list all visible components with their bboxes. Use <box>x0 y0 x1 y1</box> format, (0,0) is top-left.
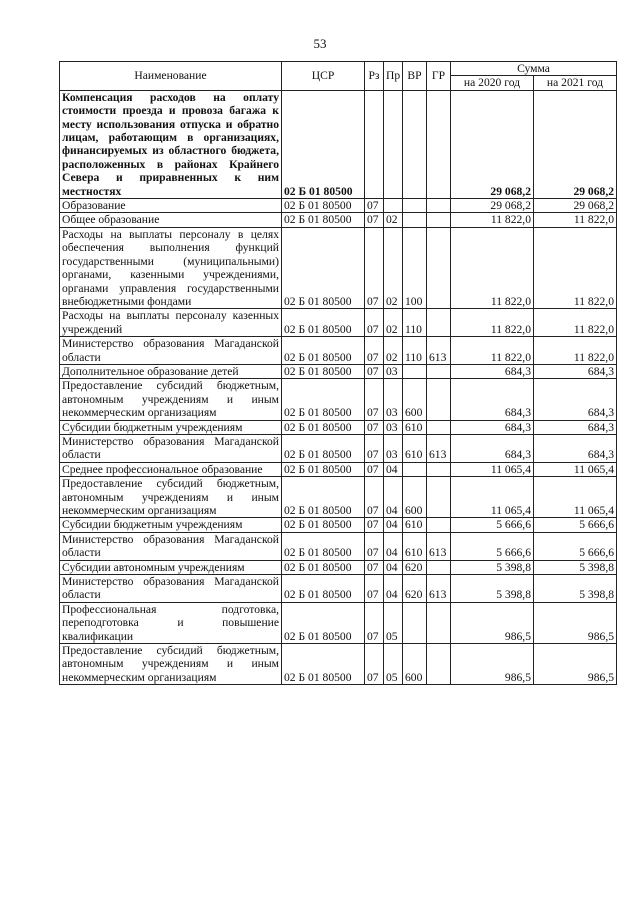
row-vr: 600 <box>403 477 427 518</box>
row-sum-2020: 5 666,6 <box>451 518 534 532</box>
row-sum-2021: 29 068,2 <box>534 199 617 213</box>
row-csr: 02 Б 01 80500 <box>282 379 365 420</box>
table-row <box>60 420 617 434</box>
row-name: Дополнительное образование детей <box>60 364 282 378</box>
table-row <box>60 227 617 308</box>
row-rz: 07 <box>365 227 384 308</box>
row-vr: 610 <box>403 518 427 532</box>
row-name: Министерство образования Магаданской области <box>60 337 282 365</box>
row-csr: 02 Б 01 80500 <box>282 309 365 337</box>
row-gr: 613 <box>427 337 451 365</box>
row-vr: 610 <box>403 532 427 560</box>
row-vr <box>403 364 427 378</box>
row-gr <box>427 644 451 685</box>
row-gr <box>427 379 451 420</box>
header-row-top <box>60 62 617 76</box>
row-rz: 07 <box>365 379 384 420</box>
row-rz: 07 <box>365 644 384 685</box>
row-csr: 02 Б 01 80500 <box>282 477 365 518</box>
row-name: Предоставление субсидий бюджетным, автономным учреждениям и иным некоммерческим организациям <box>60 477 282 518</box>
table-row <box>60 379 617 420</box>
row-rz: 07 <box>365 575 384 603</box>
row-sum-2020: 29 068,2 <box>451 199 534 213</box>
table-body <box>60 90 617 684</box>
table-row <box>60 364 617 378</box>
row-gr <box>427 364 451 378</box>
row-gr <box>427 90 451 198</box>
row-csr: 02 Б 01 80500 <box>282 560 365 574</box>
row-sum-2021: 684,3 <box>534 364 617 378</box>
row-rz: 07 <box>365 337 384 365</box>
table-row <box>60 518 617 532</box>
header-gr: ГР <box>427 62 451 91</box>
header-year-2020: на 2020 год <box>451 76 534 90</box>
row-name: Компенсация расходов на оплату стоимости проезда и провоза багажа к месту использования отпуска и обратно лицам, работающим в организациях, финансируемых из областного бюджета, расположенных в районах Крайнего Севера и приравненных к ним местностях <box>60 90 282 198</box>
row-vr <box>403 462 427 476</box>
row-rz: 07 <box>365 532 384 560</box>
row-sum-2020: 986,5 <box>451 602 534 643</box>
row-sum-2020: 5 398,8 <box>451 575 534 603</box>
row-sum-2020: 11 065,4 <box>451 462 534 476</box>
row-sum-2020: 684,3 <box>451 434 534 462</box>
row-sum-2020: 11 822,0 <box>451 227 534 308</box>
row-gr <box>427 420 451 434</box>
row-csr: 02 Б 01 80500 <box>282 364 365 378</box>
table-row <box>60 602 617 643</box>
row-csr: 02 Б 01 80500 <box>282 462 365 476</box>
row-csr: 02 Б 01 80500 <box>282 337 365 365</box>
row-sum-2021: 684,3 <box>534 434 617 462</box>
row-pr: 04 <box>384 560 403 574</box>
row-name: Субсидии бюджетным учреждениям <box>60 420 282 434</box>
row-pr <box>384 199 403 213</box>
row-gr <box>427 560 451 574</box>
row-vr <box>403 199 427 213</box>
row-vr: 100 <box>403 227 427 308</box>
row-pr: 03 <box>384 379 403 420</box>
row-sum-2020: 11 822,0 <box>451 337 534 365</box>
table-row <box>60 560 617 574</box>
header-pr: Пр <box>384 62 403 91</box>
row-name: Образование <box>60 199 282 213</box>
row-sum-2021: 11 065,4 <box>534 477 617 518</box>
header-vr: ВР <box>403 62 427 91</box>
row-sum-2021: 684,3 <box>534 379 617 420</box>
header-rz: Рз <box>365 62 384 91</box>
row-pr: 04 <box>384 518 403 532</box>
row-vr <box>403 213 427 227</box>
header-year-2021: на 2021 год <box>534 76 617 90</box>
row-vr: 610 <box>403 434 427 462</box>
row-sum-2021: 986,5 <box>534 644 617 685</box>
row-gr: 613 <box>427 434 451 462</box>
row-rz: 07 <box>365 560 384 574</box>
row-sum-2020: 684,3 <box>451 364 534 378</box>
row-vr: 620 <box>403 575 427 603</box>
header-sum: Сумма <box>451 62 617 76</box>
row-sum-2021: 11 822,0 <box>534 309 617 337</box>
row-csr: 02 Б 01 80500 <box>282 420 365 434</box>
row-sum-2020: 5 666,6 <box>451 532 534 560</box>
row-pr: 04 <box>384 477 403 518</box>
row-gr <box>427 477 451 518</box>
row-vr: 600 <box>403 379 427 420</box>
row-sum-2020: 29 068,2 <box>451 90 534 198</box>
row-sum-2021: 986,5 <box>534 602 617 643</box>
row-csr: 02 Б 01 80500 <box>282 602 365 643</box>
table-row <box>60 309 617 337</box>
row-pr: 03 <box>384 434 403 462</box>
row-rz: 07 <box>365 602 384 643</box>
row-sum-2021: 5 398,8 <box>534 575 617 603</box>
row-pr: 04 <box>384 575 403 603</box>
table-row <box>60 90 617 198</box>
row-gr <box>427 462 451 476</box>
row-gr <box>427 602 451 643</box>
row-sum-2021: 29 068,2 <box>534 90 617 198</box>
row-vr <box>403 90 427 198</box>
row-name: Субсидии автономным учреждениям <box>60 560 282 574</box>
row-vr <box>403 602 427 643</box>
row-sum-2021: 5 666,6 <box>534 518 617 532</box>
row-csr: 02 Б 01 80500 <box>282 532 365 560</box>
row-name: Предоставление субсидий бюджетным, автономным учреждениям и иным некоммерческим организациям <box>60 644 282 685</box>
row-rz: 07 <box>365 309 384 337</box>
row-gr: 613 <box>427 532 451 560</box>
row-vr: 110 <box>403 309 427 337</box>
row-vr: 620 <box>403 560 427 574</box>
row-pr: 02 <box>384 309 403 337</box>
row-sum-2020: 11 822,0 <box>451 213 534 227</box>
row-sum-2021: 5 398,8 <box>534 560 617 574</box>
page-number: 53 <box>313 36 327 51</box>
row-pr: 03 <box>384 420 403 434</box>
row-name: Министерство образования Магаданской области <box>60 575 282 603</box>
row-name: Профессиональная подготовка, переподготовка и повышение квалификации <box>60 602 282 643</box>
row-pr: 02 <box>384 227 403 308</box>
row-rz: 07 <box>365 462 384 476</box>
row-sum-2020: 5 398,8 <box>451 560 534 574</box>
row-name: Министерство образования Магаданской области <box>60 434 282 462</box>
row-csr: 02 Б 01 80500 <box>282 213 365 227</box>
row-sum-2020: 986,5 <box>451 644 534 685</box>
row-gr <box>427 227 451 308</box>
row-sum-2020: 11 065,4 <box>451 477 534 518</box>
row-rz: 07 <box>365 364 384 378</box>
row-sum-2021: 11 822,0 <box>534 227 617 308</box>
budget-table <box>59 61 617 685</box>
row-name: Общее образование <box>60 213 282 227</box>
row-pr: 02 <box>384 213 403 227</box>
row-name: Министерство образования Магаданской области <box>60 532 282 560</box>
row-gr <box>427 309 451 337</box>
table-row <box>60 532 617 560</box>
row-gr <box>427 518 451 532</box>
row-sum-2021: 11 822,0 <box>534 337 617 365</box>
row-name: Среднее профессиональное образование <box>60 462 282 476</box>
row-csr: 02 Б 01 80500 <box>282 434 365 462</box>
row-csr: 02 Б 01 80500 <box>282 644 365 685</box>
row-csr: 02 Б 01 80500 <box>282 90 365 198</box>
row-pr <box>384 90 403 198</box>
row-sum-2021: 5 666,6 <box>534 532 617 560</box>
row-csr: 02 Б 01 80500 <box>282 518 365 532</box>
row-vr: 610 <box>403 420 427 434</box>
row-rz <box>365 90 384 198</box>
row-name: Расходы на выплаты персоналу в целях обеспечения выполнения функций государственными (муниципальными) органами, казенными учреждениями, органами управления государственными внебюджетными фондами <box>60 227 282 308</box>
row-name: Предоставление субсидий бюджетным, автономным учреждениям и иным некоммерческим организациям <box>60 379 282 420</box>
row-vr: 110 <box>403 337 427 365</box>
row-rz: 07 <box>365 518 384 532</box>
row-pr: 02 <box>384 337 403 365</box>
row-sum-2021: 684,3 <box>534 420 617 434</box>
row-pr: 04 <box>384 532 403 560</box>
row-sum-2020: 11 822,0 <box>451 309 534 337</box>
row-pr: 05 <box>384 644 403 685</box>
table-row <box>60 213 617 227</box>
row-pr: 05 <box>384 602 403 643</box>
row-csr: 02 Б 01 80500 <box>282 199 365 213</box>
row-csr: 02 Б 01 80500 <box>282 575 365 603</box>
row-rz: 07 <box>365 213 384 227</box>
table-row <box>60 462 617 476</box>
table-row <box>60 644 617 685</box>
table-row <box>60 337 617 365</box>
table-row <box>60 477 617 518</box>
header-csr: ЦСР <box>282 62 365 91</box>
row-sum-2020: 684,3 <box>451 379 534 420</box>
row-csr: 02 Б 01 80500 <box>282 227 365 308</box>
row-sum-2020: 684,3 <box>451 420 534 434</box>
row-sum-2021: 11 822,0 <box>534 213 617 227</box>
table-row <box>60 199 617 213</box>
row-gr: 613 <box>427 575 451 603</box>
row-pr: 04 <box>384 462 403 476</box>
row-gr <box>427 213 451 227</box>
row-pr: 03 <box>384 364 403 378</box>
row-gr <box>427 199 451 213</box>
row-rz: 07 <box>365 420 384 434</box>
row-vr: 600 <box>403 644 427 685</box>
table-row <box>60 575 617 603</box>
table-row <box>60 434 617 462</box>
row-rz: 07 <box>365 199 384 213</box>
row-rz: 07 <box>365 434 384 462</box>
row-sum-2021: 11 065,4 <box>534 462 617 476</box>
row-name: Расходы на выплаты персоналу казенных учреждений <box>60 309 282 337</box>
row-rz: 07 <box>365 477 384 518</box>
row-name: Субсидии бюджетным учреждениям <box>60 518 282 532</box>
header-name: Наименование <box>60 62 282 91</box>
